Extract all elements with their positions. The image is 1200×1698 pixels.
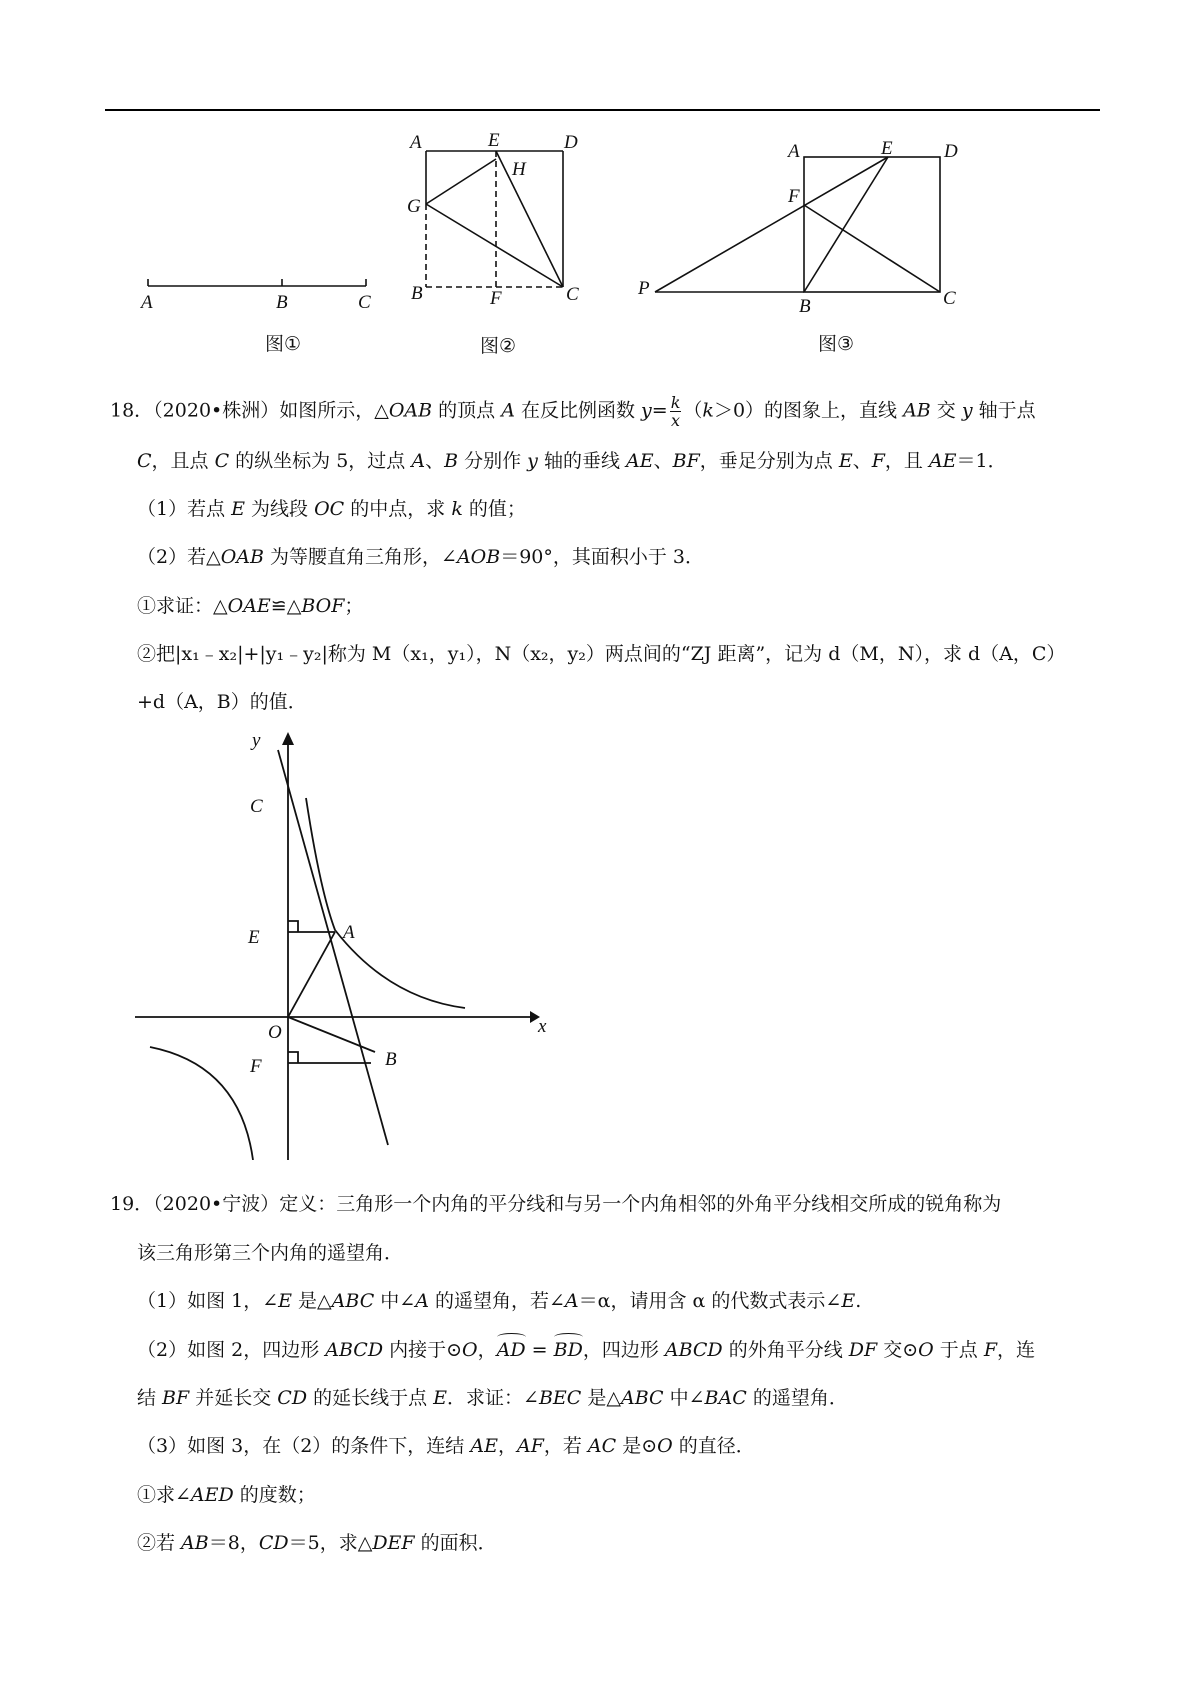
fig3-label-d: D (944, 141, 958, 162)
fig3-label-a: A (788, 141, 800, 162)
graph-label-a: A (343, 922, 355, 943)
fig1-label-a: A (141, 292, 153, 313)
figure-3 (655, 157, 940, 292)
q18-line-2: C，且点 C 的纵坐标为 5，过点 A、B 分别作 y 轴的垂线 AE、BF，垂足分别为点 E、F，且 AE＝1． (137, 450, 1007, 472)
q19-part-2-cont: 结 BF 并延长交 CD 的延长线于点 E．求证：∠BEC 是△ABC 中∠BAC 的遥望角． (137, 1387, 848, 1409)
fig2-label-d: D (564, 132, 578, 153)
graph-label-f: F (250, 1056, 262, 1077)
fig1-label-b: B (276, 292, 288, 313)
q19-part-2: （2）如图 2，四边形 ABCD 内接于⊙O，AD = BD，四边形 ABCD 的外角平分线 DF 交⊙O 于点 F，连 (137, 1336, 1035, 1364)
fig3-caption: 图③ (818, 333, 855, 355)
q19-part-3-i: ①求∠AED 的度数； (137, 1484, 316, 1506)
graph-label-x: x (538, 1016, 547, 1037)
fig2-label-e: E (488, 130, 500, 151)
q19-line-1: 19．（2020•宁波）定义：三角形一个内角的平分线和与另一个内角相邻的外角平分线相交所成的锐角称为 (110, 1193, 1002, 1215)
q18-part-1: （1）若点 E 为线段 OC 的中点，求 k 的值； (137, 498, 526, 520)
q18-graph (120, 720, 720, 1160)
q18-part-2-ii: ②把|x₁﹣x₂|+|y₁﹣y₂|称为 M（x₁，y₁），N（x₂，y₂）两点间的“ZJ 距离”，记为 d（M，N），求 d（A，C） (137, 643, 1066, 665)
arc-ad: AD (497, 1336, 526, 1364)
arc-bd: BD (554, 1336, 583, 1364)
fraction-k-over-x: $\frac{k}{x}$ (670, 393, 681, 430)
fig2-label-h: H (512, 159, 526, 180)
graph-label-c: C (250, 796, 263, 817)
fig2-caption: 图② (480, 335, 517, 357)
fig2-label-a: A (410, 132, 422, 153)
q19-part-3: （3）如图 3，在（2）的条件下，连结 AE，AF，若 AC 是⊙O 的直径． (137, 1435, 755, 1457)
graph-label-o: O (268, 1022, 282, 1043)
q18-part-2-i: ①求证：△OAE≌△BOF； (137, 595, 364, 617)
graph-label-b: B (385, 1049, 397, 1070)
figure-1 (148, 279, 366, 286)
fig2-label-g: G (407, 196, 421, 217)
fig2-label-b: B (411, 283, 423, 304)
fig3-label-p: P (638, 278, 650, 299)
fig1-caption: 图① (265, 333, 302, 355)
graph-label-e: E (248, 927, 260, 948)
fig3-label-c: C (943, 288, 956, 309)
fig3-label-b: B (799, 296, 811, 317)
top-figures (0, 0, 1200, 360)
fig3-label-e: E (881, 138, 893, 159)
q19-part-1: （1）如图 1，∠E 是△ABC 中∠A 的遥望角，若∠A＝α，请用含 α 的代数式表示∠E. (137, 1290, 862, 1312)
q19-line-2: 该三角形第三个内角的遥望角． (137, 1242, 404, 1264)
q18-part-2: （2）若△OAB 为等腰直角三角形，∠AOB＝90°，其面积小于 3． (137, 546, 705, 568)
fig2-label-f: F (490, 288, 502, 309)
q19-part-3-ii: ②若 AB＝8，CD＝5，求△DEF 的面积． (137, 1532, 497, 1554)
fig2-label-c: C (566, 284, 579, 305)
q18-line-1: 18．（2020•株洲）如图所示，△OAB 的顶点 A 在反比例函数 y= $\frac{k}{x}$ （k＞0）的图象上，直线 AB 交 y 轴于点 (110, 393, 1036, 430)
fig3-label-f: F (788, 186, 800, 207)
q18-part-2-ii-cont: +d（A，B）的值． (137, 691, 307, 713)
figure-2 (426, 151, 563, 287)
graph-label-y: y (252, 730, 261, 751)
fig1-label-c: C (358, 292, 371, 313)
